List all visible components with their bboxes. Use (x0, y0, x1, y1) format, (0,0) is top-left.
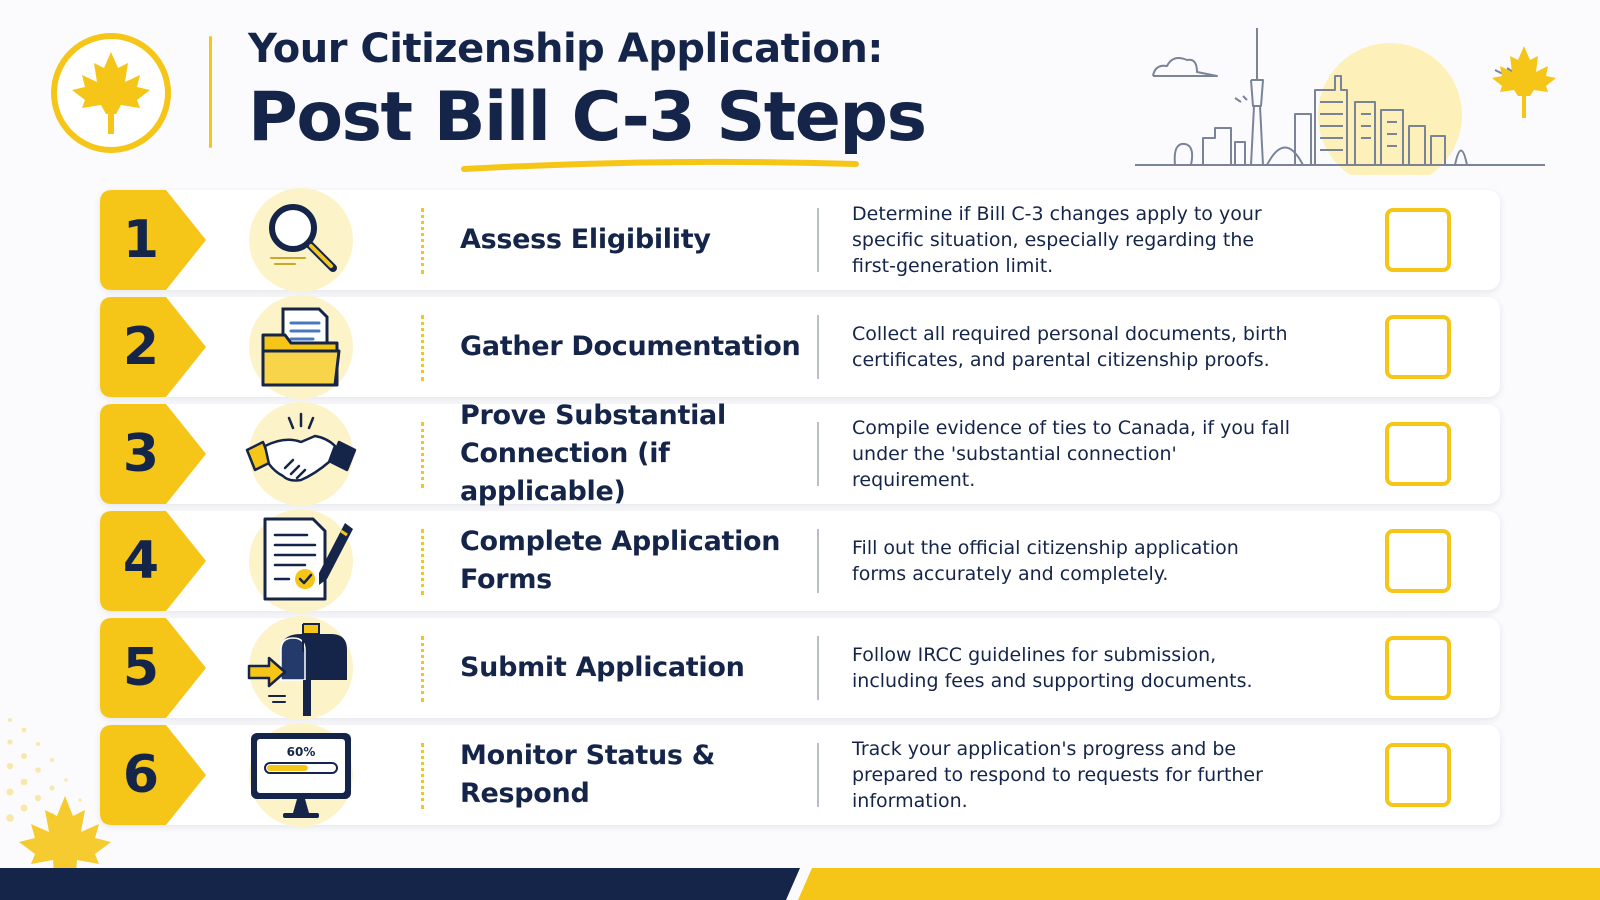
step-row (100, 400, 1500, 507)
step-number: 3 (122, 424, 160, 484)
step-row (100, 618, 1500, 718)
step-number-badge (100, 725, 210, 825)
dotted-divider (421, 529, 424, 595)
divider (817, 743, 819, 807)
mailbox-icon (245, 616, 357, 720)
step-description: Fill out the official citizenship application forms accurately and completely. (852, 537, 1239, 585)
progress-percent-label: 60% (286, 745, 316, 759)
divider (817, 422, 819, 486)
step-number-badge (100, 511, 210, 611)
step-row (100, 297, 1500, 397)
step-title: Submit Application (460, 652, 745, 683)
footer-band (0, 868, 1600, 900)
step-checkbox[interactable] (1385, 743, 1451, 807)
step-checkbox[interactable] (1385, 315, 1451, 379)
step-number-badge (100, 404, 210, 504)
step-checkbox[interactable] (1385, 636, 1451, 700)
divider (817, 315, 819, 379)
handshake-icon (245, 402, 357, 506)
step-number: 6 (122, 745, 160, 805)
step-checkbox[interactable] (1385, 529, 1451, 593)
step-row (100, 511, 1500, 611)
step-checkbox[interactable] (1385, 208, 1451, 272)
page-title-line1: Your Citizenship Application: (248, 26, 883, 72)
step-title: Gather Documentation (460, 331, 801, 362)
step-number-badge (100, 190, 210, 290)
magnifying-glass-icon (245, 188, 357, 292)
dotted-divider (421, 315, 424, 381)
step-description: Compile evidence of ties to Canada, if you fall under the 'substantial connection' requirement. (852, 417, 1290, 491)
divider (817, 208, 819, 272)
step-checkbox[interactable] (1385, 422, 1451, 486)
dotted-divider (421, 636, 424, 702)
step-description: Determine if Bill C-3 changes apply to your specific situation, especially regarding the first-generation limit. (852, 203, 1262, 277)
step-number: 4 (122, 531, 160, 591)
step-title: Monitor Status & Respond (460, 740, 715, 809)
dotted-divider (421, 743, 424, 809)
progress-bar-fill (267, 765, 308, 771)
step-description: Follow IRCC guidelines for submission, including fees and supporting documents. (852, 644, 1253, 692)
page-title-line2: Post Bill C-3 Steps (248, 78, 926, 157)
step-title: Prove Substantial Connection (if applicable) (460, 400, 726, 507)
step-number: 2 (122, 317, 160, 377)
step-number: 1 (122, 210, 160, 270)
dotted-divider (421, 422, 424, 488)
dotted-divider (421, 208, 424, 274)
step-description: Collect all required personal documents, birth certificates, and parental citizenship proofs. (852, 323, 1288, 371)
step-row (100, 190, 1500, 290)
step-number: 5 (122, 638, 160, 698)
step-description: Track your application's progress and be prepared to respond to requests for further information. (852, 738, 1263, 812)
progress-monitor-icon (245, 723, 357, 827)
step-title: Complete Application Forms (460, 526, 781, 595)
divider (817, 529, 819, 593)
document-folder-icon (245, 295, 357, 399)
step-row (100, 725, 1500, 825)
step-title: Assess Eligibility (460, 224, 711, 255)
step-number-badge (100, 618, 210, 718)
step-number-badge (100, 297, 210, 397)
form-and-pen-icon (245, 509, 357, 613)
divider (817, 636, 819, 700)
